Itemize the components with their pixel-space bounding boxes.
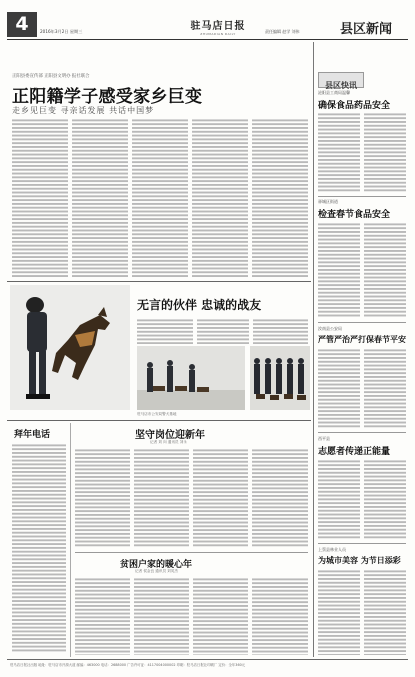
bottom-left-body <box>12 443 66 653</box>
bottom-center-byline: 记者 刘 向 通讯员 刘永 <box>150 440 187 444</box>
bottom-center-headline: 坚守岗位迎新年 <box>135 430 205 441</box>
rc-item-3-body-a <box>318 348 360 428</box>
bottom-center-col-4 <box>252 448 308 548</box>
rc-rule-1 <box>318 196 406 197</box>
rc-item-5-section: 上蔡县林业人员 <box>318 547 346 552</box>
rc-rule-2 <box>318 322 406 323</box>
rc-item-3-title: 严管严治严打保春节平安 <box>318 335 406 344</box>
masthead-rule <box>7 39 408 40</box>
feature-body-col-1 <box>137 318 193 344</box>
rc-item-1-section: 泌阳县工商局温馨 <box>318 90 350 95</box>
rc-item-2-body-a <box>318 222 360 317</box>
squad-photo <box>250 346 310 410</box>
rc-item-4-body-a <box>318 459 360 539</box>
bottom-center-col-2 <box>134 448 189 548</box>
rc-item-2-section: 驿城区街道 <box>318 199 338 204</box>
training-photo <box>137 346 245 410</box>
sub-story-col-2 <box>134 577 189 655</box>
rc-item-1-body-a <box>318 112 360 192</box>
feature-body-col-3 <box>253 318 308 344</box>
paper-name-en: ZHUMADIAN DAILY <box>200 32 236 36</box>
sub-story-headline: 贫困户家的暖心年 <box>120 560 193 570</box>
bottom-left-title: 拜年电话 <box>14 430 51 440</box>
police-dog-illustration <box>10 285 130 410</box>
squad-illustration <box>250 346 310 410</box>
training-illustration <box>137 346 245 410</box>
rc-item-4-body-b <box>364 459 406 539</box>
sub-story-rule <box>75 552 308 553</box>
rc-item-2-title: 检查春节食品安全 <box>318 210 391 220</box>
feature-caption-label: 驻马店市公安局警犬基地 <box>137 412 177 416</box>
quick-news-banner <box>318 72 364 88</box>
main-body-col-3 <box>132 118 188 278</box>
bottom-left-divider <box>70 423 71 657</box>
footer-text: 驻马店日报社出版 地址：驻马店市开源大道 邮编：463000 电话：2688000 广告许可证：4117004000002 印刷：驻马店日报社印刷厂 定价：全年360元 <box>10 663 246 667</box>
quick-news-label: 县区快讯 <box>325 81 357 90</box>
main-body-col-5 <box>252 118 308 278</box>
date-line: 2016年3月2日 星期三 <box>40 29 83 34</box>
main-subtitle: 走乡见巨变 寻亲话发展 共话中国梦 <box>12 106 155 115</box>
sub-story-col-4 <box>252 577 308 655</box>
feature-top-rule <box>7 281 311 282</box>
rc-item-5-body-b <box>364 569 406 655</box>
main-kicker: 正阳县委宣传部 正阳县文明办 报社联合 <box>12 74 90 79</box>
sub-story-byline: 记者 侯金良 通讯员 刘英杰 <box>135 569 178 573</box>
sidebar-divider <box>313 42 314 657</box>
rc-item-2-body-b <box>364 222 406 317</box>
rc-rule-4 <box>318 543 406 544</box>
rc-item-1-body-b <box>364 112 406 192</box>
rc-rule-3 <box>318 432 406 433</box>
main-body-col-4 <box>192 118 248 278</box>
footer-rule <box>7 659 408 660</box>
editor-line: 责任编辑 赵学 刘伟 <box>265 29 300 34</box>
sub-story-col-3 <box>193 577 248 655</box>
rc-item-3-section: 汝南县公安局 <box>318 326 342 331</box>
rc-item-5-body-a <box>318 569 360 655</box>
section-title: 县区新闻 <box>340 22 393 37</box>
feature-headline: 无言的伙伴 忠诚的战友 <box>137 298 262 312</box>
masthead-logo <box>183 17 253 36</box>
page-number-box <box>7 12 37 37</box>
main-body-col-2 <box>72 118 128 278</box>
paper-name: 驻马店日报 <box>190 21 246 32</box>
page-number: 4 <box>15 13 29 35</box>
bottom-center-col-1 <box>75 448 130 548</box>
rc-item-4-title: 志愿者传递正能量 <box>318 447 391 457</box>
bottom-top-rule <box>7 420 311 421</box>
main-body-col-1 <box>12 118 68 278</box>
rc-item-5-title: 为城市美容 为节日添彩 <box>318 556 401 565</box>
bottom-center-col-3 <box>193 448 248 548</box>
rc-item-4-section: 西平县 <box>318 436 330 441</box>
police-dog-photo <box>10 285 130 410</box>
main-headline: 正阳籍学子感受家乡巨变 <box>12 87 203 107</box>
feature-body-col-2 <box>197 318 249 344</box>
sub-story-col-1 <box>75 577 130 655</box>
rc-item-3-body-b <box>364 348 406 428</box>
rc-item-1-title: 确保食品药品安全 <box>318 101 391 111</box>
